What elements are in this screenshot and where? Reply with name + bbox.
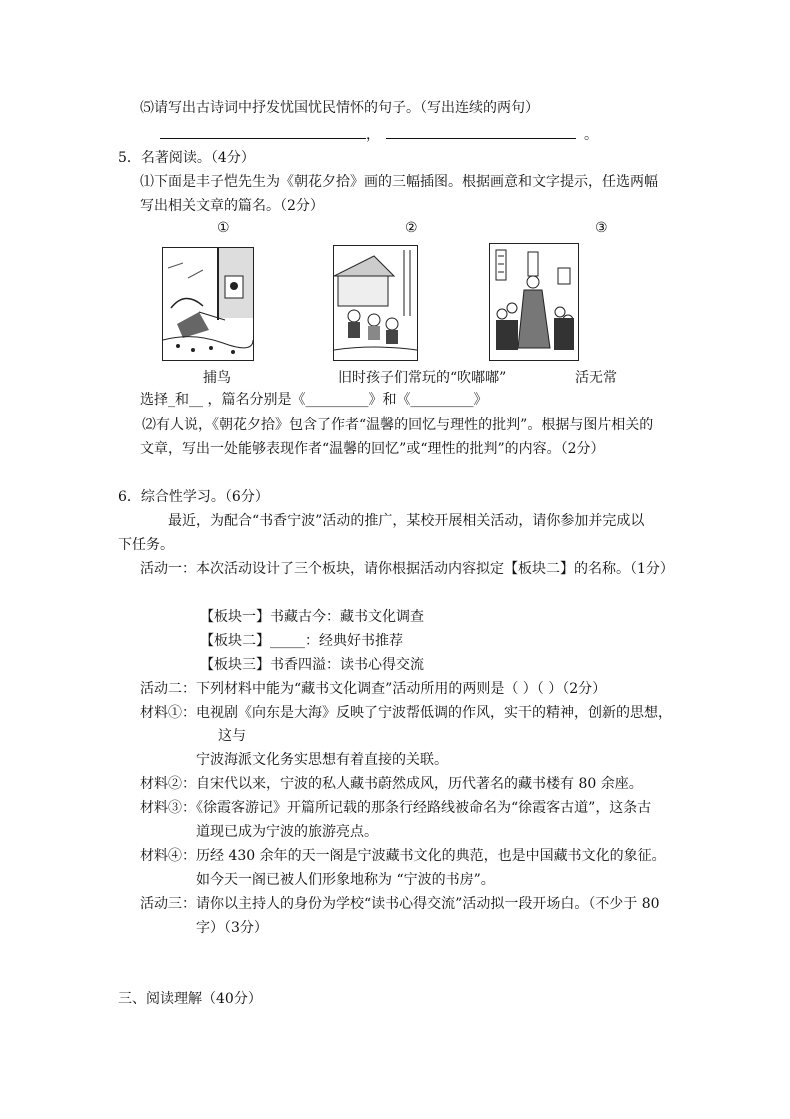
picture-caption-3: 活无常 (575, 370, 617, 386)
q5-choice-line[interactable]: 选择_和__ ，篇名分别是《_________》和《_________》 (140, 392, 488, 408)
picture-number-1: ① (217, 220, 230, 236)
q4-item5-answer-line (160, 124, 598, 145)
picture-number-2: ② (405, 220, 418, 236)
illustration-blowing-toy (333, 245, 418, 361)
q6-activity3-line2: 字）（3分） (196, 920, 268, 936)
period: 。 (584, 127, 598, 143)
q6-material4-line1: 材料④：历经 430 余年的天一阁是宁波藏书文化的典范，也是中国藏书文化的象征。 (140, 848, 666, 864)
q6-activity1: 活动一：本次活动设计了三个板块，请你根据活动内容拟定【板块二】的名称。（1分） (140, 561, 674, 577)
q5-part2-line2: 文章，写出一处能够表现作者“温馨的回忆”或“理性的批判”的内容。（2分） (140, 441, 605, 457)
q5-part1-line2: 写出相关文章的篇名。（2分） (140, 198, 324, 214)
picture-number-3: ③ (595, 220, 608, 236)
comma: ， (366, 127, 380, 143)
q5-part2-line1: ⑵有人说，《朝花夕拾》包含了作者“温馨的回忆与理性的批判”。根据与图片相关的 (142, 417, 654, 433)
picture-caption-1: 捕鸟 (203, 370, 231, 386)
q6-intro-line1: 最近，为配合“书香宁波”活动的推广，某校开展相关活动，请你参加并完成以 (168, 513, 645, 529)
q5-part1-line1: ⑴下面是丰子恺先生为《朝花夕拾》画的三幅插图。根据画意和文字提示，任选两幅 (140, 174, 658, 190)
q6-material1-line3: 宁波海派文化务实思想有着直接的关联。 (196, 752, 448, 768)
q6-block3: 【板块三】书香四溢：读书心得交流 (200, 657, 424, 673)
answer-blank-2[interactable] (386, 124, 576, 139)
q6-intro-line2: 下任务。 (118, 537, 174, 553)
q6-material1-line2: 这与 (218, 728, 246, 744)
section3-heading: 三、阅读理解（40分） (118, 991, 262, 1007)
q5-heading: 5．名著阅读。（4分） (118, 150, 255, 166)
q6-activity2: 活动二：下列材料中能为“藏书文化调查”活动所用的两则是（ ）（ ）（2分） (140, 681, 607, 697)
q6-block2[interactable]: 【板块二】_____：经典好书推荐 (200, 633, 403, 649)
q6-activity3-line1: 活动三：请你以主持人的身份为学校“读书心得交流”活动拟一段开场白。（不少于 80 (140, 896, 660, 912)
q6-material1-line1: 材料①：电视剧《向东是大海》反映了宁波帮低调的作风，实干的精神，创新的思想， (140, 705, 672, 721)
q4-item5-text: ⑸请写出古诗词中抒发忧国忧民情怀的句子。（写出连续的两句） (140, 100, 539, 116)
q6-material2: 材料②：自宋代以来，宁波的私人藏书蔚然成风，历代著名的藏书楼有 80 余座。 (140, 776, 643, 792)
illustration-catching-birds (162, 247, 254, 361)
answer-blank-1[interactable] (160, 124, 366, 139)
q6-heading: 6．综合性学习。（6分） (118, 489, 269, 505)
q6-material3-line1: 材料③：《徐霞客游记》开篇所记载的那条行经路线被命名为“徐霞客古道”，这条古 (140, 800, 652, 816)
q6-material3-line2: 道现已成为宁波的旅游亮点。 (196, 824, 378, 840)
q6-material4-line2: 如今天一阁已被人们形象地称为 “宁波的书房”。 (196, 872, 495, 888)
illustration-wuchang (489, 243, 579, 361)
picture-caption-2: 旧时孩子们常玩的“吹嘟嘟” (338, 370, 507, 386)
q6-block1: 【板块一】书藏古今：藏书文化调查 (200, 609, 424, 625)
